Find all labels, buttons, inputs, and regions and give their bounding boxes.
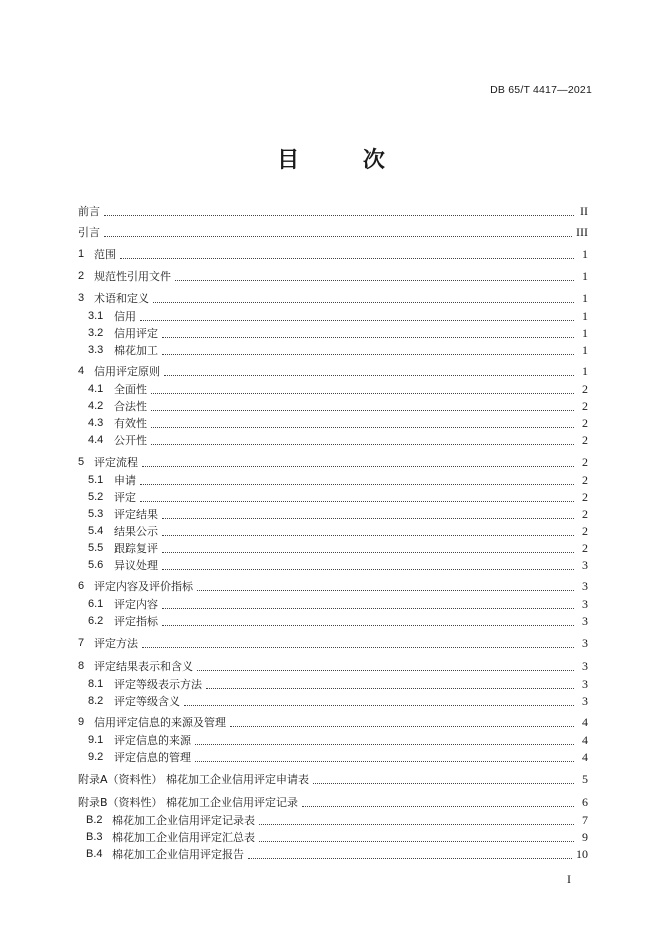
toc-entry-page: 5 [582, 772, 588, 786]
toc-entry-b-2[interactable] [86, 812, 588, 829]
page-number: I [567, 872, 571, 886]
toc-entry-number: 4.1 [88, 383, 104, 395]
toc-entry-number: 2 [78, 270, 85, 282]
toc-entry-number: 6 [78, 580, 85, 592]
toc-entry-title: 棉花加工企业信用评定记录表 [112, 814, 255, 827]
dot-leader [162, 624, 574, 626]
toc-entry-title: 前言 [78, 205, 100, 218]
toc-entry-page: 3 [582, 677, 588, 691]
toc-entry-number: 8.1 [88, 678, 104, 690]
dot-leader [140, 319, 574, 321]
dot-leader [151, 409, 574, 411]
dot-leader [151, 426, 574, 428]
dot-leader [162, 568, 574, 570]
toc-entry-7[interactable] [78, 635, 588, 652]
toc-entry-page: 3 [582, 659, 588, 673]
dot-leader [142, 465, 574, 467]
dot-leader [197, 669, 574, 671]
toc-entry-2[interactable] [78, 268, 588, 285]
dot-leader [162, 534, 574, 536]
toc-entry-number: 5.6 [88, 559, 104, 571]
toc-entry-5-1[interactable] [88, 472, 588, 489]
toc-entry-page: 1 [582, 291, 588, 305]
toc-entry-page: 3 [582, 558, 588, 572]
dot-leader [162, 336, 574, 338]
toc-entry-page: 3 [582, 636, 588, 650]
toc-entry-number: 5 [78, 456, 85, 468]
dot-leader [184, 704, 574, 706]
toc-entry-number: 9.2 [88, 751, 104, 763]
toc-entry-page: 4 [582, 715, 588, 729]
toc-entry-title: 规范性引用文件 [94, 270, 171, 283]
dot-leader [104, 235, 572, 237]
dot-leader [151, 443, 574, 445]
toc-entry-number: 4.3 [88, 417, 104, 429]
dot-leader [197, 589, 574, 591]
toc-entry-8-1[interactable] [88, 676, 588, 693]
toc-entry-page: 2 [582, 399, 588, 413]
toc-entry-4-3[interactable] [88, 415, 588, 432]
toc-entry-title: 评定内容及评价指标 [94, 580, 193, 593]
toc-entry-foreword[interactable] [78, 203, 588, 220]
dot-leader [164, 374, 574, 376]
toc-entry-3-1[interactable] [88, 308, 588, 325]
toc-entry-page: 3 [582, 597, 588, 611]
toc-title: 目 次 [277, 148, 413, 173]
toc-entry-4-4[interactable] [88, 432, 588, 449]
dot-leader [195, 743, 574, 745]
toc-entry-title: 范围 [94, 248, 116, 261]
dot-leader [162, 353, 574, 355]
toc-entry-page: 3 [582, 694, 588, 708]
toc-entry-4[interactable] [78, 363, 588, 380]
toc-entry-8[interactable] [78, 658, 588, 675]
toc-entry-title: 有效性 [114, 417, 147, 430]
toc-entry-3-3[interactable] [88, 342, 588, 359]
toc-entry-page: 2 [582, 382, 588, 396]
dot-leader [313, 782, 574, 784]
toc-entry-page: 9 [582, 830, 588, 844]
toc-entry-5-5[interactable] [88, 540, 588, 557]
toc-entry-b-3[interactable] [86, 829, 588, 846]
toc-entry-introduction[interactable] [78, 224, 588, 241]
toc-entry-6-1[interactable] [88, 596, 588, 613]
toc-entry-number: 9 [78, 716, 85, 728]
toc-entry-number: 5.3 [88, 508, 104, 520]
toc-entry-appendix-a[interactable] [78, 771, 588, 788]
toc-entry-number: 3.1 [88, 310, 104, 322]
toc-entry-page: 1 [582, 326, 588, 340]
dot-leader [153, 301, 574, 303]
toc-entry-9[interactable] [78, 714, 588, 731]
toc-entry-page: 1 [582, 364, 588, 378]
toc-entry-title: 评定内容 [114, 598, 158, 611]
toc-entry-5[interactable] [78, 454, 588, 471]
toc-entry-5-2[interactable] [88, 489, 588, 506]
toc-entry-page: 2 [582, 524, 588, 538]
toc-entry-page: 1 [582, 247, 588, 261]
dot-leader [302, 805, 574, 807]
toc-entry-title: 结果公示 [114, 525, 158, 538]
toc-entry-title: 合法性 [114, 400, 147, 413]
toc-entry-title: 评定等级表示方法 [114, 678, 202, 691]
toc-entry-title: 信用 [114, 310, 136, 323]
dot-leader [206, 687, 574, 689]
dot-leader [142, 646, 574, 648]
toc-entry-number: 1 [78, 248, 85, 260]
standard-code: DB 65/T 4417—2021 [490, 84, 592, 96]
dot-leader [140, 483, 574, 485]
toc-entry-page: 3 [582, 614, 588, 628]
toc-entry-number: B.3 [86, 831, 103, 843]
toc-entry-6-2[interactable] [88, 613, 588, 630]
toc-entry-page: III [576, 225, 588, 239]
toc-entry-8-2[interactable] [88, 693, 588, 710]
dot-leader [140, 500, 574, 502]
toc-entry-number: B.4 [86, 848, 103, 860]
toc-entry-page: 2 [582, 490, 588, 504]
toc-entry-title: 全面性 [114, 383, 147, 396]
toc-entry-page: 2 [582, 507, 588, 521]
toc-entry-number: 7 [78, 637, 85, 649]
dot-leader [162, 607, 574, 609]
toc-entry-5-6[interactable] [88, 557, 588, 574]
toc-entry-title: 棉花加工 [114, 344, 158, 357]
dot-leader [195, 760, 574, 762]
toc-entry-9-2[interactable] [88, 749, 588, 766]
toc-entry-number: B.2 [86, 814, 103, 826]
toc-entry-number: 8 [78, 660, 85, 672]
dot-leader [162, 517, 574, 519]
toc-entry-page: 3 [582, 579, 588, 593]
toc-entry-title: 评定结果 [114, 508, 158, 521]
toc-entry-page: 7 [582, 813, 588, 827]
toc-entry-title: 评定 [114, 491, 136, 504]
toc-entry-4-2[interactable] [88, 398, 588, 415]
toc-entry-title: 评定等级含义 [114, 695, 180, 708]
dot-leader [162, 551, 574, 553]
dot-leader [175, 279, 574, 281]
toc-entry-title: 异议处理 [114, 559, 158, 572]
toc-entry-6[interactable] [78, 578, 588, 595]
toc-entry-page: 2 [582, 416, 588, 430]
toc-entry-title: 跟踪复评 [114, 542, 158, 555]
toc-entry-5-4[interactable] [88, 523, 588, 540]
toc-entry-title: 棉花加工企业信用评定汇总表 [112, 831, 255, 844]
toc-entry-title: 评定信息的管理 [114, 751, 191, 764]
dot-leader [259, 840, 574, 842]
toc-entry-number: 5.1 [88, 474, 104, 486]
toc-entry-number: 6.2 [88, 615, 104, 627]
toc-entry-number: 4.2 [88, 400, 104, 412]
toc-entry-page: 1 [582, 343, 588, 357]
toc-entry-page: 1 [582, 269, 588, 283]
toc-entry-appendix-b[interactable] [78, 794, 588, 811]
toc-entry-number: 3.2 [88, 327, 104, 339]
dot-leader [248, 857, 572, 859]
toc-entry-number: 9.1 [88, 734, 104, 746]
toc-entry-number: 5.4 [88, 525, 104, 537]
toc-entry-title: 公开性 [114, 434, 147, 447]
toc-entry-title: 术语和定义 [94, 292, 149, 305]
dot-leader [120, 257, 574, 259]
toc-entry-title: 评定流程 [94, 456, 138, 469]
toc-entry-title: 附录B（资料性） 棉花加工企业信用评定记录 [78, 796, 299, 809]
toc-entry-title: 引言 [78, 226, 100, 239]
toc-entry-page: 4 [582, 733, 588, 747]
dot-leader [259, 823, 574, 825]
toc-entry-title: 信用评定原则 [94, 365, 160, 378]
toc-entry-title: 附录A（资料性） 棉花加工企业信用评定申请表 [78, 773, 310, 786]
toc-entry-title: 评定方法 [94, 637, 138, 650]
toc-entry-title: 信用评定信息的来源及管理 [94, 716, 226, 729]
toc-entry-title: 申请 [114, 474, 136, 487]
toc-entry-4-1[interactable] [88, 381, 588, 398]
toc-entry-1[interactable] [78, 246, 588, 263]
dot-leader [230, 725, 574, 727]
toc-entry-9-1[interactable] [88, 732, 588, 749]
toc-entry-title: 评定结果表示和含义 [94, 660, 193, 673]
toc-entry-page: 10 [576, 847, 588, 861]
dot-leader [151, 392, 574, 394]
toc-entry-page: 6 [582, 795, 588, 809]
toc-entry-number: 3 [78, 292, 85, 304]
toc-entry-page: II [580, 204, 588, 218]
toc-entry-title: 棉花加工企业信用评定报告 [112, 848, 244, 861]
toc-entry-page: 2 [582, 541, 588, 555]
toc-entry-title: 评定信息的来源 [114, 734, 191, 747]
toc-entry-page: 2 [582, 433, 588, 447]
toc-entry-number: 5.2 [88, 491, 104, 503]
toc-entry-number: 5.5 [88, 542, 104, 554]
toc-entry-3-2[interactable] [88, 325, 588, 342]
dot-leader [104, 214, 574, 216]
toc-entry-3[interactable] [78, 290, 588, 307]
toc-entry-page: 1 [582, 309, 588, 323]
toc-entry-number: 4.4 [88, 434, 104, 446]
toc-entry-page: 4 [582, 750, 588, 764]
toc-entry-b-4[interactable] [86, 846, 588, 863]
toc-entry-5-3[interactable] [88, 506, 588, 523]
toc-entry-page: 2 [582, 473, 588, 487]
toc-entry-number: 8.2 [88, 695, 104, 707]
toc-entry-title: 信用评定 [114, 327, 158, 340]
toc-entry-number: 4 [78, 365, 85, 377]
toc-entry-number: 6.1 [88, 598, 104, 610]
toc-entry-page: 2 [582, 455, 588, 469]
toc-entry-number: 3.3 [88, 344, 104, 356]
toc-entry-title: 评定指标 [114, 615, 158, 628]
